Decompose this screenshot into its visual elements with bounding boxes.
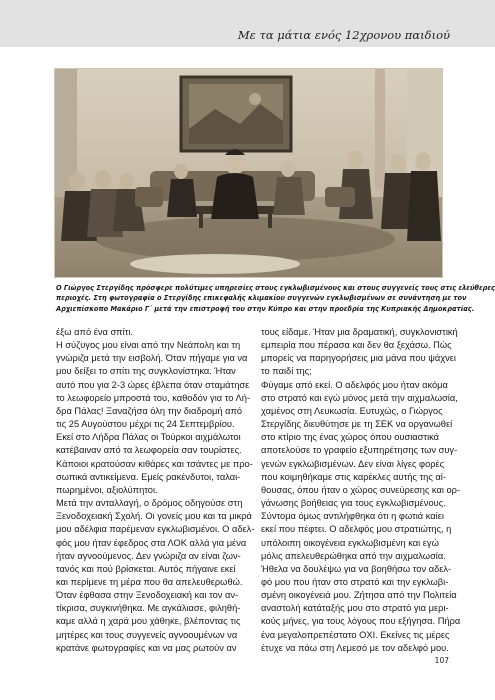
text-line: μου αδέλφια παρέμεναν εγκλωβισμένοι. Ο αδελ- (56, 524, 255, 535)
text-line: το παιδί της; (261, 366, 312, 377)
text-line: Εκεί στο Λήδρα Πάλας οι Τούρκοι αιχμάλωτοι (56, 432, 241, 443)
text-line: στο κτίριο της ένας χώρος όπου ουσιαστικά (261, 432, 440, 443)
text-line: μητέρες και τους συγγενείς αγνοουμένων να (56, 629, 238, 640)
caption-line: Αρχιεπίσκοπο Μακάριο Γ΄ μετά την επιστροφή του στην Κύπρο και στην προεδρία της Κυπριακής Δημοκρατίας. (56, 304, 475, 313)
text-line: Όταν έφθασα στην Ξενοδοχειακή και τον αν- (56, 590, 239, 601)
text-line: Σύντομα όμως αντιλήφθηκα ότι η φωτιά καίει (261, 511, 444, 522)
text-line: τις 25 Αυγούστου μέχρι τις 24 Σεπτεμβρίου. (56, 419, 235, 430)
text-line: κρατάνε φωτογραφίες και να μας ρωτούν αν (56, 642, 237, 653)
text-line: ήταν αγνοούμενος. Δεν γνώριζα αν είναι ζων- (56, 550, 241, 561)
photo-caption (56, 283, 495, 314)
text-line: έτυχε να πάω στη Λεμεσό με τον αδελφό μου. (261, 642, 449, 653)
text-line: Μετά την ανταλλαγή, ο δρόμος οδηγούσε στη (56, 498, 243, 509)
caption-line: περιοχές. Στη φωτογραφία ο Στεργίδης επικεφαλής κλιμακίου συγγενών εγκλωβισμένων σε συνάντηση με τον (56, 294, 467, 303)
text-line: υπόλοιπη οικογένεια εγκλωβισμένη και εγώ (261, 537, 439, 548)
page-number: 107 (434, 656, 449, 665)
text-line: το λεωφορείο μπροστά του, καθοδόν για το Λή- (56, 392, 250, 403)
text-line: τανός και πού βρίσκεται. Αυτός πήγαινε εκεί (56, 563, 236, 574)
historical-photograph (54, 68, 443, 278)
text-line: χαμένος στη Λευκωσία. Ευτυχώς, ο Γιώργος (261, 405, 443, 416)
text-line: καμε αλλά η χαρά μου χάθηκε, βλέποντας τις (56, 616, 241, 627)
text-line: Ήθελα να δουλέψω για να βοηθήσω τον αδελ- (261, 563, 452, 574)
header-bar (0, 0, 495, 47)
body-text-right-column (261, 326, 461, 655)
text-line: πωρημένοι, αξιολύπητοι. (56, 484, 158, 495)
caption-line: Ο Γιώργος Στεργίδης πρόσφερε πολύτιμες υπηρεσίες στους εγκλωβισμένους και στους συγγενείς τους στις ελεύθερες (56, 284, 495, 292)
text-line: σωπικά αντικείμενα. Εμείς ρακένδυτοι, ταλαι- (56, 471, 241, 482)
text-line: κούς μήνες, για τους λόγους που εξήγησα. Πήρα (261, 616, 461, 627)
text-line: Η σύζυγος μου είναι από την Νεάπολη και τη (56, 340, 241, 351)
text-line: και περίμενε τη μέρα που θα απελευθερωθώ. (56, 576, 243, 587)
text-line: δρα Πάλας! Ξαναζήσα όλη την διαδρομή από (56, 405, 243, 416)
body-text-left-column (56, 326, 255, 655)
text-line: θουσας, όπου ήταν ο χώρος συνεύρεσης και ορ- (261, 484, 461, 495)
text-line: φό μου που ήταν στο στρατό και την εγκλωβι- (261, 576, 449, 587)
text-line: αναστολή κατάταξής μου στο στρατό για μερι- (261, 603, 449, 614)
running-header-title: Με τα μάτια ενός 12χρονου παιδιού (237, 28, 450, 42)
text-line: εμπειρία που πέρασα και δεν θα ξεχάσω. Πώς (261, 340, 452, 351)
text-line: φός μου ήταν έφεδρος στα ΛΟΚ αλλά για μένα (56, 537, 247, 548)
text-line: μπορείς να παρηγορήσεις μια μάνα που ψάχνει (261, 353, 456, 364)
text-line: ένα μεγαλοπρεπέστατο ΟΧΙ. Εκείνες τις μέρες (261, 629, 450, 640)
text-line: γενών εγκλωβισμένων. Δεν είναι λίγες φορές (261, 458, 445, 469)
text-line: Στεργίδης διευθύτησε με τη ΣΕΚ να οργανωθεί (261, 419, 453, 430)
text-line: κατέβαιναν από τα λεωφορεία σαν τουρίστες. (56, 445, 242, 456)
text-line: σμένη οικογένειά μου. Ζήτησα από την Πολιτεία (261, 590, 457, 601)
text-line: που κοιμηθήκαμε στις καρέκλες αυτής της αί- (261, 471, 446, 482)
text-line: μου δείξει το σπίτι της συγκλονίστηκα. Ήταν (56, 366, 236, 377)
text-line: αυτό που για 2-3 ώρες έβλεπα όταν σταμάτησε (56, 379, 250, 390)
text-line: τους είδαμε. Ήταν μια δραματική, συγκλονιστική (261, 327, 458, 337)
text-line: στο στρατό και εγώ μόνος μετά την αιχμαλωσία, (261, 392, 458, 403)
text-line: Φύγαμε από εκεί. Ο αδελφός μου ήταν ακόμα (261, 379, 448, 390)
text-line: γάνωσης βοήθειας για τους εγκλωβισμένους. (261, 498, 446, 509)
text-line: αποτελούσε το γραφείο εξυπηρέτησης των συγ- (261, 445, 458, 456)
text-line: Κάποιοι κρατούσαν κιθάρες και τσάντες με προ- (56, 458, 253, 469)
text-line: τίκρισα, συγκινήθηκα. Με αγκάλιασε, φιληθή- (56, 603, 241, 614)
text-line: Ξενοδοχειακή Σχολή. Οι γονείς μου και τα μικρά (56, 511, 252, 522)
text-line: μόλις απελευθερώθηκα από την αιχμαλωσία. (261, 550, 446, 561)
text-line: γνώριζα μετά την εισβολή. Όταν πήγαμε για να (56, 353, 248, 364)
text-line: έξω από ένα σπίτι. (56, 327, 133, 337)
text-line: εκεί που πέφτει. Ο αδελφός μου στρατιώτης, η (261, 524, 452, 535)
